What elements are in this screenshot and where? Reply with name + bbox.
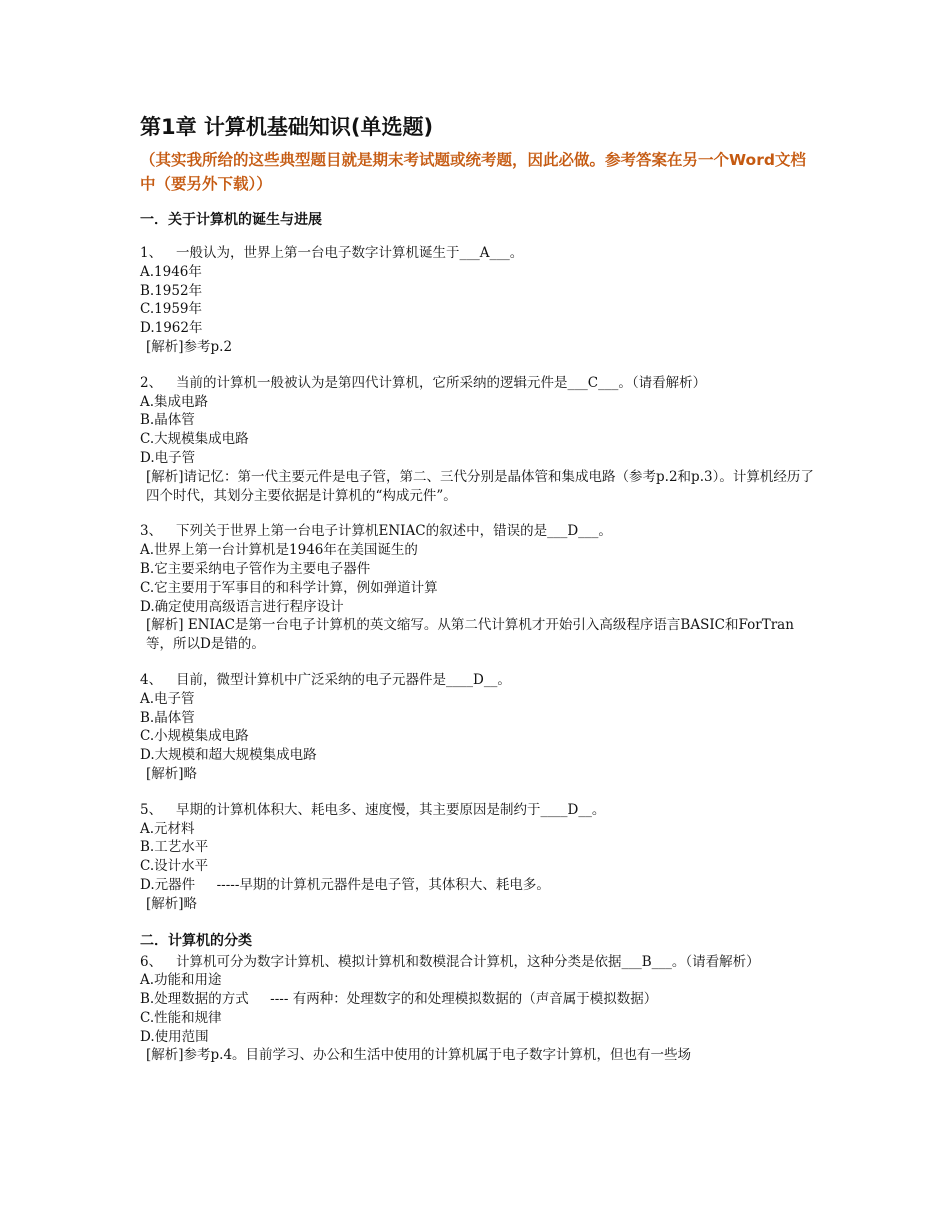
option-d: D.元器件 -----早期的计算机元器件是电子管，其体积大、耗电多。 [140,876,550,893]
question-stem: 目前，微型计算机中广泛采纳的电子元器件是____D__。 [176,671,511,688]
question-number: 1、 [140,245,163,261]
analysis: [解析]参考p.4。目前学习、办公和生活中使用的计算机属于电子数字计算机，但也有一些场 [146,1047,692,1064]
question-number: 6、 [140,953,163,970]
intro-note: （其实我所给的这些典型题目就是期末考试题或统考题，因此必做。参考答案在另一个Word文档中（要另外下载）） [140,151,806,193]
analysis: [解析]请记忆：第一代主要元件是电子管，第二、三代分别是晶体管和集成电路（参考p.2和p.3）。计算机经历了四个时代，其划分主要依据是计算机的“构成元件”。 [146,468,814,504]
option-c: C.大规模集成电路 [140,431,249,448]
option-b: B.1952年 [140,282,203,299]
question-stem: 早期的计算机体积大、耗电多、速度慢，其主要原因是制约于____D__。 [176,801,606,818]
option-d: D.大规模和超大规模集成电路 [140,747,317,764]
option-d: D.使用范围 [140,1028,209,1045]
question-stem: 下列关于世界上第一台电子计算机ENIAC的叙述中，错误的是___D___。 [176,523,612,540]
question-stem: 一般认为，世界上第一台电子数字计算机诞生于___A___。 [176,245,524,261]
section-heading: 一．关于计算机的诞生与进展 [140,212,322,228]
option-d: D.1962年 [140,320,203,337]
analysis: [解析] ENIAC是第一台电子计算机的英文缩写。从第二代计算机才开始引入高级程序语言BASIC和ForTran等，所以D是错的。 [146,617,794,653]
document-page [140,112,820,1082]
option-b: B.它主要采纳电子管作为主要电子器件 [140,560,371,577]
option-d: D.确定使用高级语言进行程序设计 [140,598,344,615]
analysis: [解析]略 [146,765,198,782]
option-b: B.处理数据的方式 ---- 有两种：处理数字的和处理模拟数据的（声音属于模拟数据） [140,991,658,1008]
option-a: A.集成电路 [140,393,209,410]
option-b: B.晶体管 [140,412,195,429]
question-5 [140,801,820,914]
option-c: C.性能和规律 [140,1009,222,1026]
chapter-title: 第1章 计算机基础知识(单选题) [140,115,434,139]
question-3 [140,522,820,654]
option-d: D.电子管 [140,449,196,466]
option-a: A.世界上第一台计算机是1946年在美国诞生的 [140,542,418,559]
question-4 [140,671,820,784]
analysis: [解析]略 [146,895,198,912]
question-number: 4、 [140,671,163,688]
question-number: 3、 [140,523,163,540]
option-b: B.工艺水平 [140,839,209,856]
option-a: A.电子管 [140,690,195,707]
question-stem: 计算机可分为数字计算机、模拟计算机和数模混合计算机，这种分类是依据___B___。（请看解析） [176,953,760,970]
question-1 [140,244,820,357]
option-c: C.1959年 [140,301,202,318]
section-heading: 二．计算机的分类 [140,932,252,949]
option-c: C.它主要用于军事目的和科学计算，例如弹道计算 [140,579,438,596]
option-c: C.小规模集成电路 [140,728,249,745]
option-c: C.设计水平 [140,858,209,875]
option-a: A.元材料 [140,820,195,837]
question-number: 2、 [140,374,163,391]
option-b: B.晶体管 [140,709,195,726]
question-number: 5、 [140,801,163,818]
option-a: A.1946年 [140,263,202,280]
option-a: A.功能和用途 [140,972,222,989]
analysis: [解析]参考p.2 [146,338,233,355]
question-6 [140,953,820,1066]
question-stem: 当前的计算机一般被认为是第四代计算机，它所采纳的逻辑元件是___C___。（请看解析） [176,374,707,391]
question-2 [140,374,820,506]
